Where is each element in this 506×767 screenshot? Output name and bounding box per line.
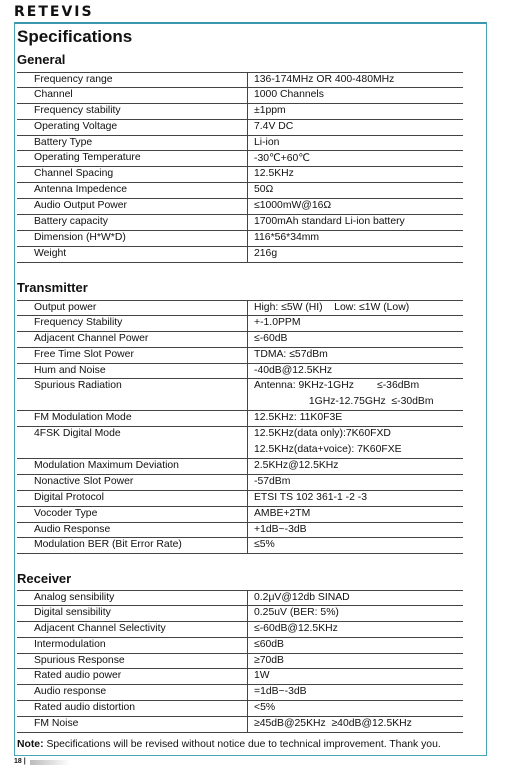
column-divider [247, 332, 248, 347]
spec-row [17, 120, 463, 136]
spec-label: Hum and Noise [34, 364, 106, 376]
transmitter-spec-table [17, 300, 463, 554]
spec-label: 4FSK Digital Mode [34, 428, 121, 440]
footnote [17, 739, 441, 750]
column-divider [247, 379, 248, 410]
spec-label: Battery Type [34, 136, 93, 148]
spec-value: 12.5KHz(data only):7K60FXD [254, 428, 391, 440]
spec-value: ≤60dB [254, 638, 284, 650]
spec-value: 50Ω [254, 184, 274, 196]
column-divider [247, 523, 248, 538]
spec-row [17, 88, 463, 104]
spec-value: 0.25uV (BER: 5%) [254, 606, 339, 618]
section-title-transmitter: Transmitter [17, 280, 88, 295]
column-divider [247, 247, 248, 262]
column-divider [247, 301, 248, 315]
spec-value: -30℃+60℃ [254, 153, 310, 165]
page-title: Specifications [17, 27, 133, 46]
spec-label: Modulation BER (Bit Error Rate) [34, 539, 182, 551]
spec-label: Battery capacity [34, 216, 108, 228]
spec-row [17, 104, 463, 120]
column-divider [247, 459, 248, 474]
column-divider [247, 606, 248, 621]
spec-label: Digital sensibility [34, 606, 111, 618]
spec-row [17, 459, 463, 475]
spec-value: ≥45dB@25KHz ≥40dB@12.5KHz [254, 718, 412, 730]
spec-label: Adjacent Channel Power [34, 332, 149, 344]
column-divider [247, 491, 248, 506]
spec-value: -40dB@12.5KHz [254, 364, 333, 376]
spec-row [17, 316, 463, 332]
spec-value: +1dB~-3dB [254, 523, 307, 535]
spec-value: 136-174MHz OR 400-480MHz [254, 74, 395, 85]
column-divider [247, 316, 248, 331]
spec-value: 2.5KHz@12.5KHz [254, 459, 339, 471]
spec-row [17, 72, 463, 88]
spec-value: 7.4V DC [254, 120, 294, 132]
spec-label: Nonactive Slot Power [34, 475, 134, 487]
spec-row [17, 348, 463, 364]
column-divider [247, 427, 248, 458]
spec-value: Li-ion [254, 136, 280, 148]
spec-row [17, 136, 463, 152]
column-divider [247, 231, 248, 246]
spec-label: Digital Protocol [34, 491, 104, 503]
spec-value: ≤-60dB [254, 332, 288, 344]
spec-value: TDMA: ≤57dBm [254, 348, 328, 360]
spec-row [17, 332, 463, 348]
spec-row [17, 215, 463, 231]
spec-value: ±1ppm [254, 104, 286, 116]
spec-label: Vocoder Type [34, 507, 98, 519]
spec-row [17, 717, 463, 733]
spec-row [17, 427, 463, 459]
spec-row [17, 538, 463, 554]
column-divider [247, 622, 248, 637]
column-divider [247, 348, 248, 363]
spec-row [17, 590, 463, 606]
spec-value-line2: 1GHz-12.75GHz ≤-30dBm [254, 396, 434, 408]
spec-value: 1W [254, 670, 270, 682]
spec-row [17, 669, 463, 685]
spec-label: Intermodulation [34, 638, 106, 650]
spec-row [17, 364, 463, 380]
spec-label: FM Modulation Mode [34, 412, 132, 424]
spec-row [17, 379, 463, 411]
column-divider [247, 475, 248, 490]
column-divider [247, 685, 248, 700]
spec-label: Weight [34, 247, 67, 259]
spec-row [17, 475, 463, 491]
spec-label: Rated audio distortion [34, 702, 136, 714]
column-divider [247, 88, 248, 103]
column-divider [247, 701, 248, 716]
column-divider [247, 411, 248, 426]
spec-row [17, 606, 463, 622]
spec-value: 0.2μV@12db SINAD [254, 592, 350, 603]
spec-row [17, 491, 463, 507]
spec-value: ≤-60dB@12.5KHz [254, 622, 338, 634]
spec-row [17, 199, 463, 215]
spec-label: Dimension (H*W*D) [34, 231, 126, 243]
spec-row [17, 231, 463, 247]
column-divider [247, 199, 248, 214]
brand-logo: RETEVIS [14, 4, 94, 20]
spec-row [17, 523, 463, 539]
note-text: Specifications will be revised without notice due to technical improvement. Thank you. [43, 739, 441, 750]
spec-value: <5% [254, 702, 276, 714]
column-divider [247, 538, 248, 553]
spec-label: Spurious Response [34, 654, 125, 666]
general-spec-table [17, 72, 463, 263]
spec-label: Analog sensibility [34, 592, 115, 603]
spec-label: Audio response [34, 686, 107, 698]
spec-value: 12.5KHz: 11K0F3E [254, 412, 343, 424]
spec-value: 12.5KHz [254, 168, 294, 180]
spec-label: Audio Output Power [34, 200, 127, 212]
receiver-spec-table [17, 590, 463, 733]
spec-label: Audio Response [34, 523, 111, 535]
spec-label: Channel Spacing [34, 168, 114, 180]
column-divider [247, 669, 248, 684]
page-number: 18 | [14, 758, 26, 765]
spec-label: Antenna Impedence [34, 184, 128, 196]
spec-label: Adjacent Channel Selectivity [34, 622, 166, 634]
column-divider [247, 183, 248, 198]
column-divider [247, 167, 248, 182]
spec-row [17, 701, 463, 717]
section-title-receiver: Receiver [17, 571, 72, 586]
spec-row [17, 300, 463, 316]
column-divider [247, 638, 248, 653]
column-divider [247, 151, 248, 166]
spec-row [17, 507, 463, 523]
spec-label: FM Noise [34, 718, 79, 730]
spec-label: Channel [34, 88, 73, 100]
spec-value: AMBE+2TM [254, 507, 311, 519]
column-divider [247, 120, 248, 135]
spec-row [17, 167, 463, 183]
spec-value: ETSI TS 102 361-1 -2 -3 [254, 491, 368, 503]
spec-row [17, 685, 463, 701]
spec-value: High: ≤5W (HI) Low: ≤1W (Low) [254, 302, 410, 313]
spec-value: 1000 Channels [254, 88, 324, 100]
spec-row [17, 622, 463, 638]
column-divider [247, 215, 248, 230]
spec-value-line2: 12.5KHz(data+voice): 7K60FXE [254, 444, 402, 456]
column-divider [247, 507, 248, 522]
spec-value: =1dB~-3dB [254, 686, 307, 698]
spec-label: Operating Temperature [34, 152, 141, 164]
spec-value: ≤5% [254, 539, 275, 551]
spec-label: Frequency stability [34, 104, 121, 116]
spec-label: Modulation Maximum Deviation [34, 459, 179, 471]
spec-label: Free Time Slot Power [34, 348, 134, 360]
spec-label: Spurious Radiation [34, 380, 122, 392]
spec-row [17, 411, 463, 427]
column-divider [247, 136, 248, 151]
column-divider [247, 73, 248, 87]
note-label: Note: [17, 739, 44, 750]
column-divider [247, 364, 248, 379]
page-number-bar [30, 760, 70, 765]
column-divider [247, 654, 248, 669]
column-divider [247, 591, 248, 605]
spec-row [17, 654, 463, 670]
spec-label: Output power [34, 302, 97, 313]
spec-value: Antenna: 9KHz-1GHz ≤-36dBm [254, 380, 420, 392]
column-divider [247, 717, 248, 732]
spec-row [17, 151, 463, 167]
spec-label: Rated audio power [34, 670, 122, 682]
column-divider [247, 104, 248, 119]
spec-value: 1700mAh standard Li-ion battery [254, 216, 405, 228]
section-title-general: General [17, 52, 66, 67]
spec-value: -57dBm [254, 475, 291, 487]
spec-label: Frequency range [34, 74, 113, 85]
spec-label: Frequency Stability [34, 316, 123, 328]
spec-label: Operating Voltage [34, 120, 118, 132]
spec-row [17, 183, 463, 199]
spec-value: ≥70dB [254, 654, 284, 666]
spec-value: ≤1000mW@16Ω [254, 200, 332, 212]
spec-row [17, 638, 463, 654]
spec-row [17, 247, 463, 263]
spec-value: +-1.0PPM [254, 316, 301, 328]
spec-value: 116*56*34mm [254, 231, 320, 243]
spec-value: 216g [254, 247, 278, 259]
